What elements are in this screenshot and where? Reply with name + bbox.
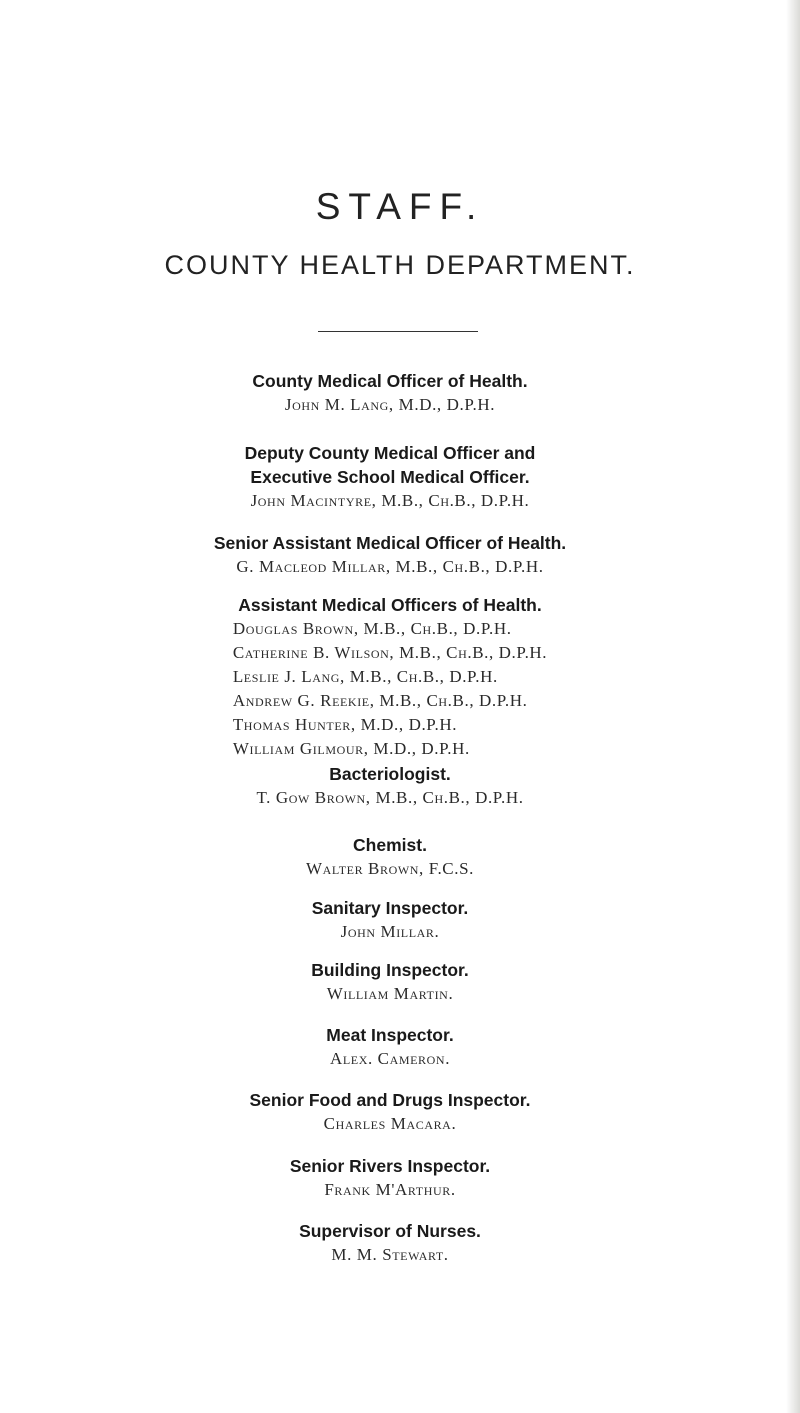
section-heading: Executive School Medical Officer. xyxy=(250,467,530,487)
staff-name: Catherine B. Wilson, M.B., Ch.B., D.P.H. xyxy=(232,643,548,662)
section-heading: Deputy County Medical Officer and xyxy=(244,443,536,463)
section-heading: Chemist. xyxy=(353,835,427,855)
staff-name: Alex. Cameron. xyxy=(329,1049,451,1068)
section-heading: County Medical Officer of Health. xyxy=(252,371,528,391)
divider-rule xyxy=(318,331,478,332)
staff-section xyxy=(0,1219,780,1267)
section-heading: Senior Food and Drugs Inspector. xyxy=(249,1090,531,1110)
staff-name: T. Gow Brown, M.B., Ch.B., D.P.H. xyxy=(256,788,524,807)
staff-section xyxy=(0,896,780,944)
staff-section xyxy=(0,1154,780,1202)
staff-name: William Martin. xyxy=(326,984,454,1003)
staff-name: John Millar. xyxy=(340,922,440,941)
staff-name: Walter Brown, F.C.S. xyxy=(306,859,474,878)
section-heading: Bacteriologist. xyxy=(329,764,451,784)
section-heading: Building Inspector. xyxy=(311,960,469,980)
staff-name: G. Macleod Millar, M.B., Ch.B., D.P.H. xyxy=(236,557,544,576)
section-heading: Senior Rivers Inspector. xyxy=(289,1156,491,1176)
staff-name: John Macintyre, M.B., Ch.B., D.P.H. xyxy=(250,491,530,510)
section-heading: Meat Inspector. xyxy=(326,1025,454,1045)
staff-list xyxy=(233,617,547,761)
staff-section xyxy=(0,441,780,513)
staff-section xyxy=(0,833,780,881)
staff-section xyxy=(0,958,780,1006)
staff-name: Charles Macara. xyxy=(323,1114,457,1133)
staff-name: William Gilmour, M.D., D.P.H. xyxy=(232,739,470,758)
staff-name: Douglas Brown, M.B., Ch.B., D.P.H. xyxy=(232,619,512,638)
staff-section xyxy=(0,369,780,417)
department-title: COUNTY HEALTH DEPARTMENT. xyxy=(164,250,636,280)
section-heading: Assistant Medical Officers of Health. xyxy=(238,595,542,615)
section-heading: Supervisor of Nurses. xyxy=(299,1221,481,1241)
page-title: STAFF. xyxy=(315,186,485,227)
staff-name: Andrew G. Reekie, M.B., Ch.B., D.P.H. xyxy=(232,691,528,710)
section-heading: Sanitary Inspector. xyxy=(311,898,469,918)
staff-section xyxy=(0,762,780,810)
staff-section xyxy=(0,531,780,579)
staff-name: Frank M'Arthur. xyxy=(324,1180,456,1199)
staff-name: Thomas Hunter, M.D., D.P.H. xyxy=(232,715,458,734)
staff-name: Leslie J. Lang, M.B., Ch.B., D.P.H. xyxy=(232,667,498,686)
section-heading: Senior Assistant Medical Officer of Health. xyxy=(213,533,567,553)
staff-section xyxy=(0,1088,780,1136)
staff-section xyxy=(0,593,780,761)
staff-name: John M. Lang, M.D., D.P.H. xyxy=(284,395,496,414)
staff-section xyxy=(0,1023,780,1071)
staff-name: M. M. Stewart. xyxy=(331,1245,449,1264)
